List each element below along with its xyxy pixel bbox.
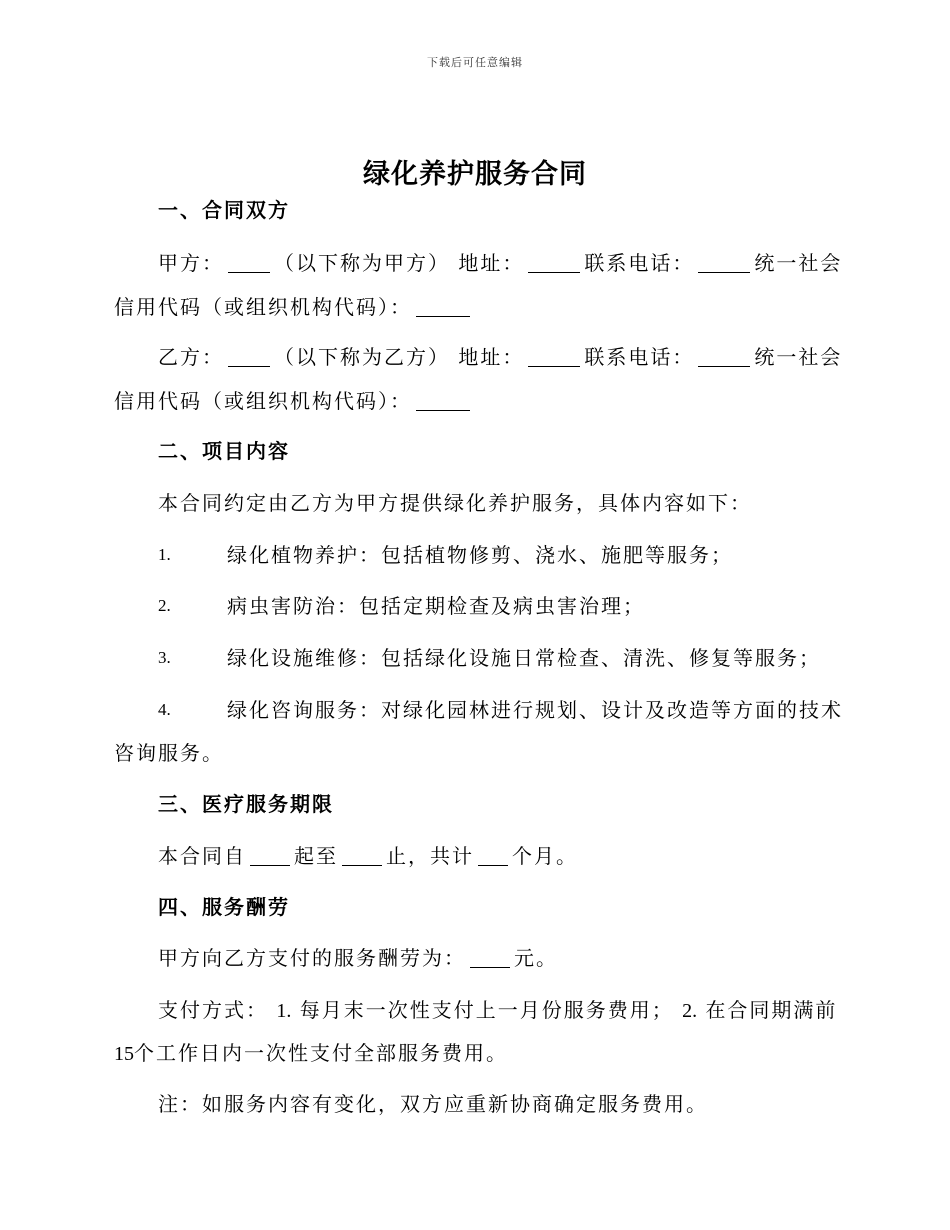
party-b-line: [158, 345, 842, 369]
list-item-number: 1.: [158, 545, 171, 564]
fee-note: 注：如服务内容有变化，双方应重新协商确定服务费用。: [158, 1092, 708, 1116]
payment-item-text: 在合同期满前: [705, 998, 838, 1022]
party-a-phone-blank: [698, 254, 750, 273]
fee-unit: 元。: [514, 946, 558, 970]
payment-days-text: 个工作日内一次性支付全部服务费用。: [134, 1041, 508, 1065]
payment-item-number: 1.: [276, 1000, 292, 1022]
section-heading-fee: 四、服务酬劳: [158, 895, 290, 919]
party-b-phone-blank: [698, 348, 750, 367]
party-b-address-label: 地址：: [458, 345, 525, 369]
party-b-line-2: [114, 389, 474, 413]
party-b-address-blank: [528, 348, 580, 367]
party-a-address-label: 地址：: [458, 251, 525, 275]
party-b-alias: （以下称为乙方）: [274, 345, 450, 369]
party-a-label: 甲方：: [158, 251, 224, 275]
list-item-text: 绿化咨询服务：对绿化园林进行规划、设计及改造等方面的技术: [227, 698, 843, 722]
payment-item-number: 2.: [682, 1000, 698, 1022]
party-b-credit-label-1: 统一社会: [754, 345, 843, 369]
content-intro: 本合同约定由乙方为甲方提供绿化养护服务，具体内容如下：: [158, 491, 752, 515]
list-item-number: 4.: [158, 700, 171, 719]
list-item-number: 2.: [158, 596, 171, 615]
party-a-credit-label-1: 统一社会: [754, 251, 843, 275]
term-start-label: 本合同自: [158, 844, 246, 868]
party-b-name-blank: [228, 348, 270, 367]
term-end-blank: [342, 847, 382, 866]
term-end-label: 止，共计: [386, 844, 474, 868]
list-item-text: 绿化设施维修：包括绿化设施日常检查、清洗、修复等服务；: [227, 646, 821, 670]
section-heading-content: 二、项目内容: [158, 439, 290, 463]
payment-label: 支付方式：: [158, 998, 268, 1022]
party-a-alias: （以下称为甲方）: [274, 251, 450, 275]
party-a-name-blank: [228, 254, 270, 273]
section-heading-term: 三、医疗服务期限: [158, 792, 334, 816]
fee-line: [158, 946, 558, 970]
list-item-text: 绿化植物养护：包括植物修剪、浇水、施肥等服务；: [227, 543, 733, 567]
section-heading-parties: 一、合同双方: [158, 198, 290, 222]
list-item-number: 3.: [158, 648, 171, 667]
term-line: [158, 844, 578, 868]
party-a-address-blank: [528, 254, 580, 273]
fee-label: 甲方向乙方支付的服务酬劳为：: [158, 946, 466, 970]
party-a-line: [158, 251, 842, 275]
party-b-label: 乙方：: [158, 345, 224, 369]
payment-line-2: [114, 1041, 508, 1066]
term-unit-label: 个月。: [512, 844, 578, 868]
fee-amount-blank: [470, 949, 510, 968]
party-b-credit-blank: [416, 392, 470, 411]
party-b-credit-label-2: 信用代码（或组织机构代码）：: [114, 389, 412, 413]
payment-item-text: 每月末一次性支付上一月份服务费用；: [299, 998, 674, 1022]
term-mid-label: 起至: [294, 844, 338, 868]
document-title: 绿化养护服务合同: [363, 159, 587, 190]
party-a-credit-label-2: 信用代码（或组织机构代码）：: [114, 295, 412, 319]
party-a-phone-label: 联系电话：: [584, 251, 695, 275]
party-a-line-2: [114, 295, 474, 319]
term-start-blank: [250, 847, 290, 866]
list-item-text: 病虫害防治：包括定期检查及病虫害治理；: [227, 594, 645, 618]
header-note: 下载后可任意编辑: [427, 56, 523, 69]
party-a-credit-blank: [416, 298, 470, 317]
party-b-phone-label: 联系电话：: [584, 345, 695, 369]
term-months-blank: [478, 847, 508, 866]
payment-line: [158, 998, 837, 1023]
list-item-text-continued: 咨询服务。: [114, 741, 224, 765]
payment-days-number: 15: [114, 1043, 134, 1065]
